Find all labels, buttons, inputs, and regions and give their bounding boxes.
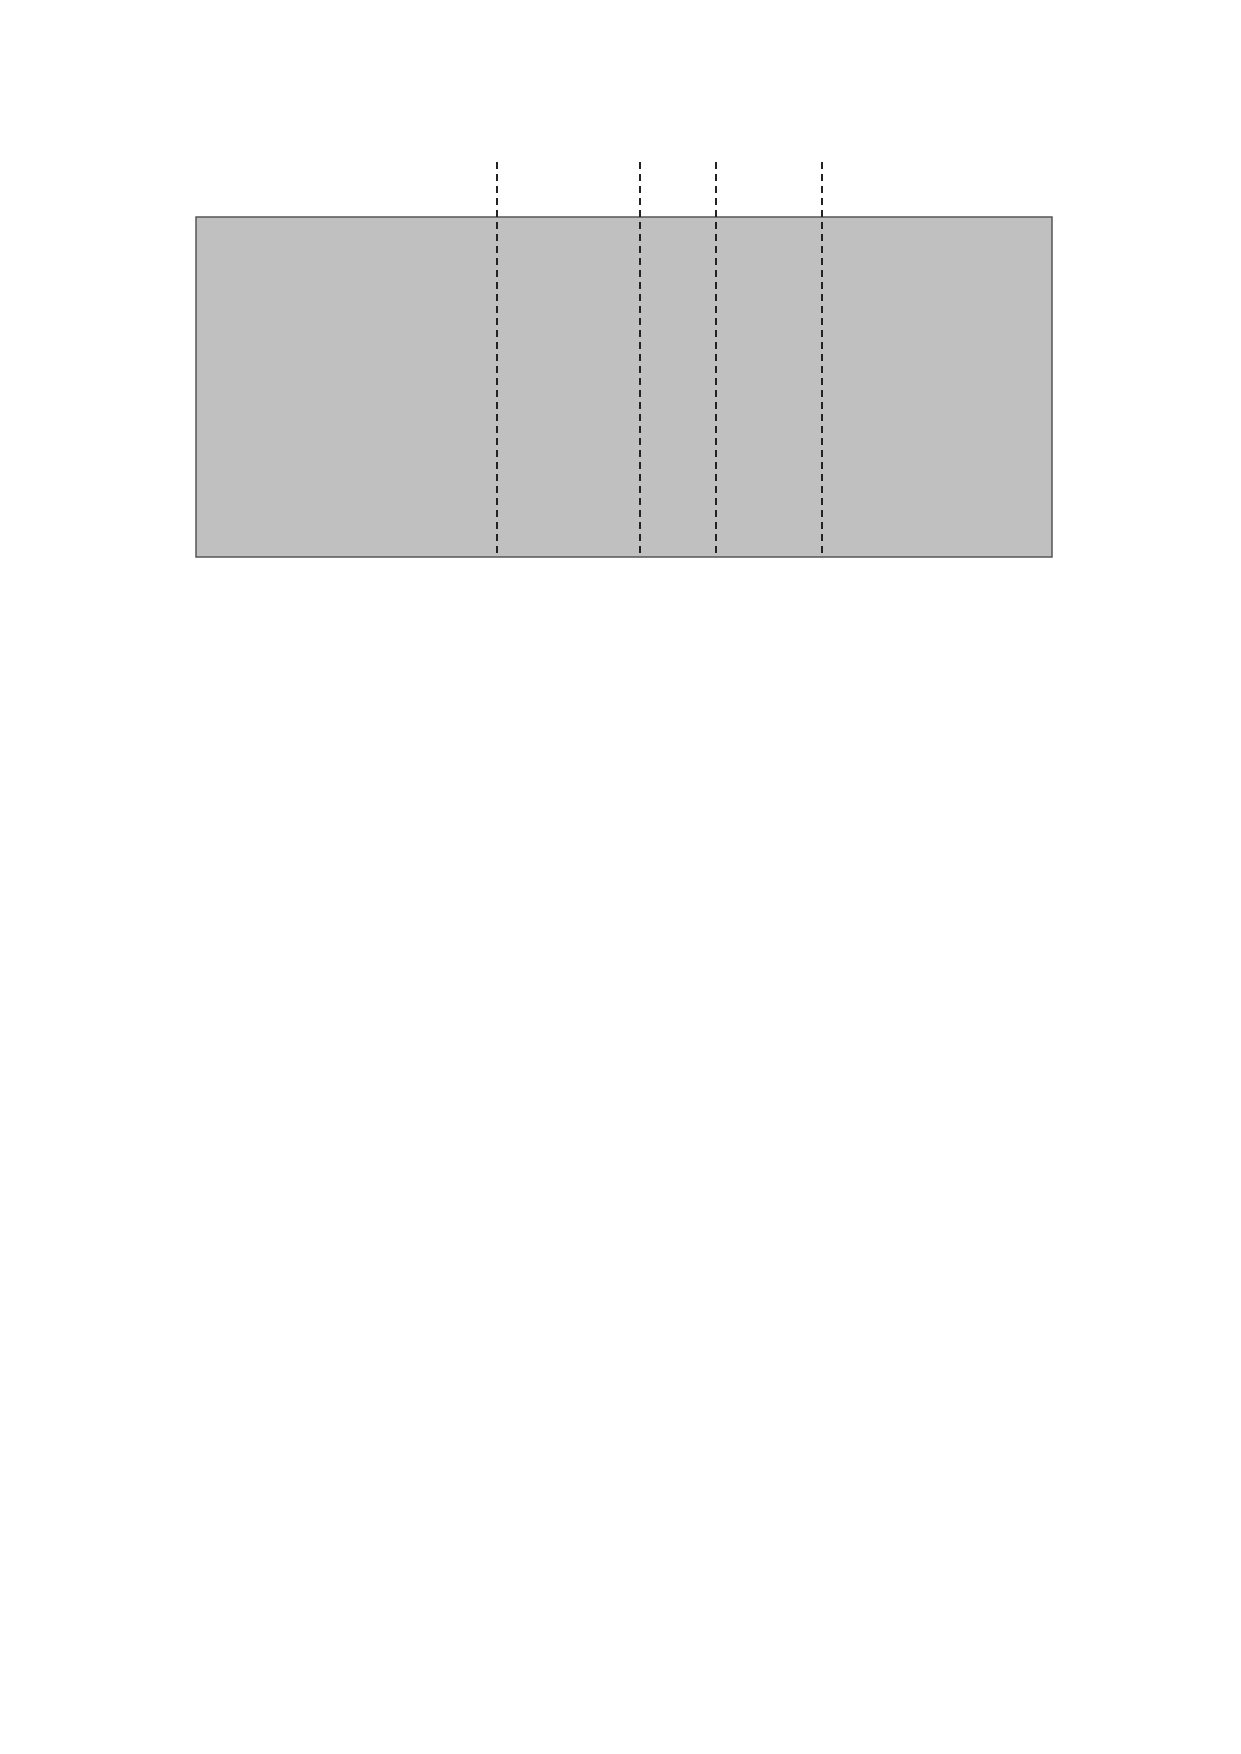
- diagram-panel: [196, 217, 1052, 557]
- knowledge-management-diagram: [194, 162, 1054, 562]
